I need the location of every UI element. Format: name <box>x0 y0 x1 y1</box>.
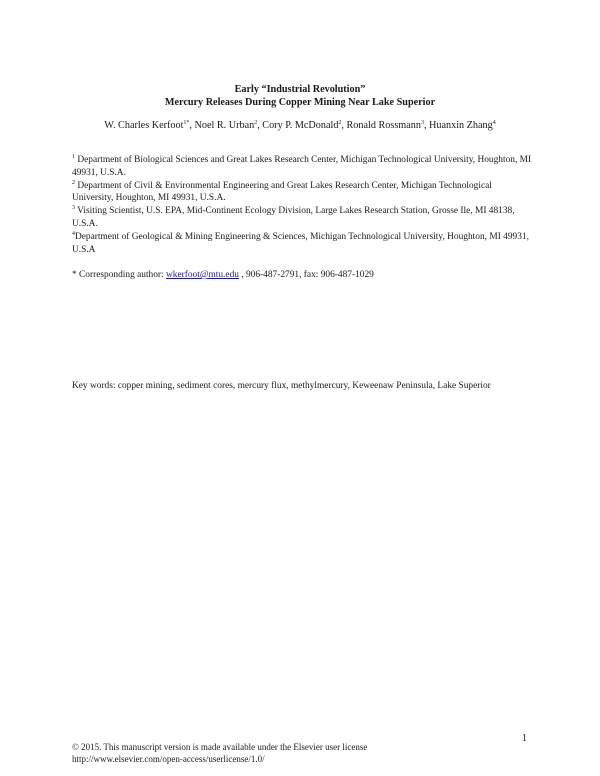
author: Ronald Rossmann$^3$, <box>346 120 430 131</box>
affiliation-1: $^1$ Department of Biological Sciences and Great Lakes Research Center, Michigan Technological University, Houghton, MI 49931, U.S.A. <box>72 154 532 178</box>
keywords: Key words: copper mining, sediment cores, mercury flux, methylmercury, Keweenaw Peninsula, Lake Superior <box>72 381 491 391</box>
author: Huanxin Zhang$^4$ <box>429 120 496 131</box>
affiliation-list <box>72 154 532 257</box>
license-notice: © 2015. This manuscript version is made available under the Elsevier user license <box>72 742 368 752</box>
page-number: 1 <box>522 733 527 744</box>
author: W. Charles Kerfoot$^{1*}$, <box>104 120 195 131</box>
title-line-2: Mercury Releases During Copper Mining Near Lake Superior <box>164 97 436 108</box>
license-url[interactable]: http://www.elsevier.com/open-access/userlicense/1.0/ <box>72 754 265 764</box>
author-email-link[interactable]: wkerfoot@mtu.edu <box>166 270 239 280</box>
corresponding-author: * Corresponding author: wkerfoot@mtu.edu , 906-487-2791, fax: 906-487-1029 <box>72 270 374 280</box>
affiliation-2: $^2$ Department of Civil & Environmental Engineering and Great Lakes Research Center, Michigan Technological University, Houghton, MI 49931, U.S.A. <box>72 179 492 204</box>
affiliation-4: $^4$Department of Geological & Mining Engineering & Sciences, Michigan Technological University, Houghton, MI 49931, U.S.A <box>72 231 529 255</box>
title-line-1: Early “Industrial Revolution” <box>234 84 366 95</box>
author-list <box>0 119 600 132</box>
affiliation-3: $^3$ Visiting Scientist, U.S. EPA, Mid-Continent Ecology Division, Large Lakes Research Station, Grosse Ile, MI 48138, U.S.A. <box>72 205 515 229</box>
author: Noel R. Urban$^2$, <box>194 120 263 131</box>
author: Cory P. McDonald$^2$, <box>262 120 347 131</box>
